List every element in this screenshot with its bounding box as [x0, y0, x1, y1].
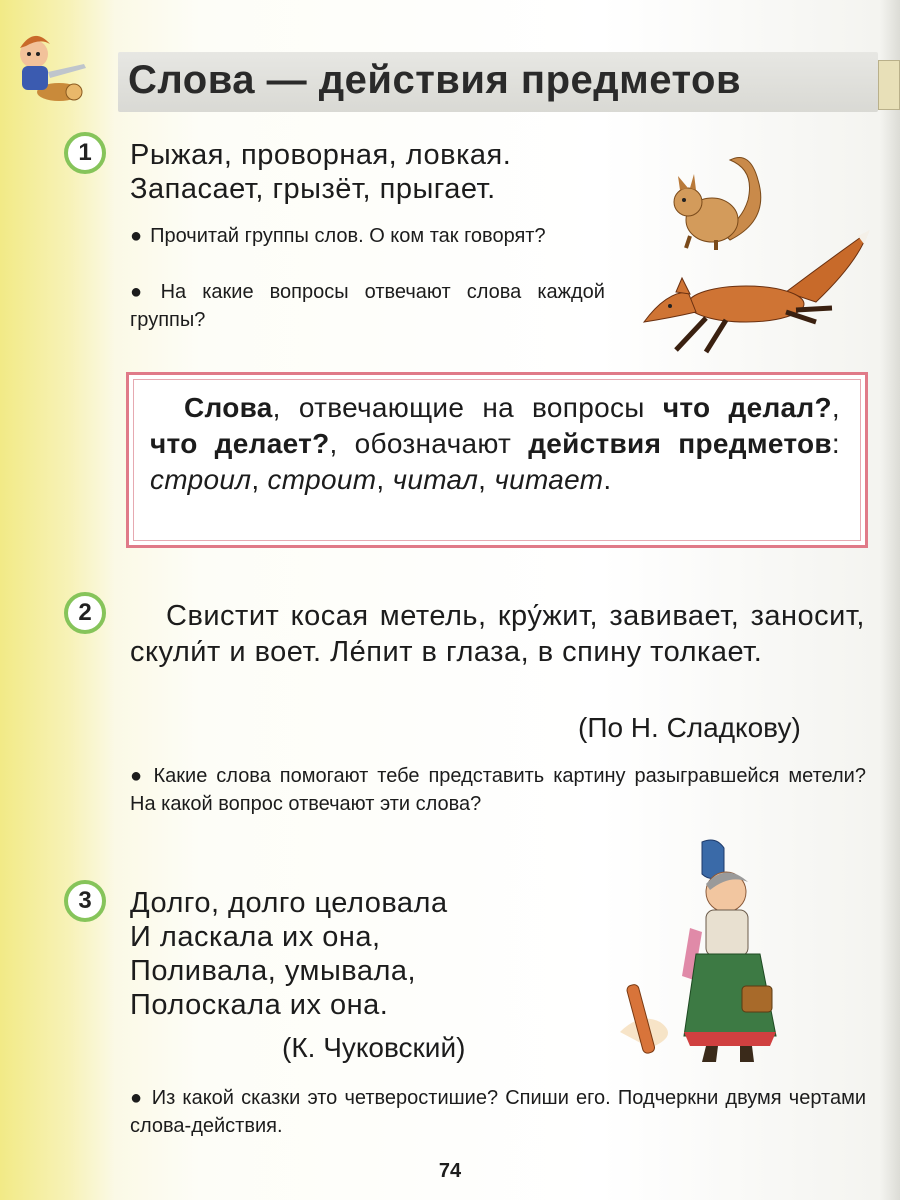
rule-text-part: , обозначают: [329, 428, 529, 459]
fedora-illustration: [610, 836, 790, 1068]
exercise3-question-text: Из какой сказки это четверостишие? Спиши его. Подчеркни двумя чертами слова-действия.: [130, 1087, 866, 1137]
bullet-icon: ●: [130, 281, 153, 303]
exercise2-question: [130, 762, 866, 818]
bullet-icon: ●: [130, 225, 143, 247]
mascot-illustration: [4, 14, 94, 104]
rule-example-3: читал: [392, 464, 479, 495]
rule-example-2: строит: [267, 464, 377, 495]
bullet-icon: ●: [130, 765, 146, 787]
exercise-number-3: 3: [64, 880, 106, 922]
exercise1-text: [130, 138, 511, 206]
rule-term-actions: действия предметов: [528, 428, 832, 459]
rule-text-part: ,: [376, 464, 393, 495]
rule-question-2: что делает?: [150, 428, 330, 459]
page-edge-tab: [878, 60, 900, 110]
rule-term-words: Слова: [184, 392, 273, 423]
poem-line-2: И ласкала их она,: [130, 921, 381, 953]
exercise2-source: (По Н. Сладкову): [578, 712, 801, 743]
rule-text: [150, 390, 840, 498]
rule-example-4: читает: [494, 464, 604, 495]
rule-text-part: , отвечающие на вопросы: [272, 392, 663, 423]
exercise1-question-1-text: Прочитай группы слов. О ком так говорят?: [150, 225, 546, 247]
exercise3-question: [130, 1084, 866, 1140]
bullet-icon: ●: [130, 1087, 144, 1109]
rule-text-part: ,: [251, 464, 268, 495]
exercise-number-1: 1: [64, 132, 106, 174]
exercise2-text: [130, 598, 865, 670]
rule-example-1: строил: [150, 464, 252, 495]
fox-illustration: [636, 222, 872, 358]
page-number: 74: [438, 1160, 462, 1182]
rule-question-1: что делал?: [662, 392, 832, 423]
page-title: Слова — действия предметов: [128, 58, 742, 102]
exercise3-source: (К. Чуковский): [282, 1032, 466, 1063]
rule-text-part: :: [831, 428, 841, 459]
poem-line-3: Поливала, умывала,: [130, 955, 417, 987]
exercise2-question-text: Какие слова помогают тебе представить картину разыгравшейся метели? На какой вопрос отвечают эти слова?: [130, 765, 866, 815]
rule-text-part: ,: [831, 392, 840, 423]
exercise1-question-2-text: На какие вопросы отвечают слова каждой группы?: [130, 281, 605, 331]
poem-line-1: Долго, долго целовала: [130, 887, 448, 919]
exercise3-poem: [130, 886, 448, 1022]
exercise1-line-2: Запасает, грызёт, прыгает.: [130, 173, 496, 205]
rule-text-part: .: [603, 464, 612, 495]
exercise2-paragraph: Свистит косая метель, кру́жит, завивает, заносит, скули́т и воет. Ле́пит в глаза, в спину толкает.: [130, 600, 865, 668]
poem-line-4: Полоскала их она.: [130, 989, 389, 1021]
exercise1-question-2: [130, 278, 605, 334]
exercise1-line-1: Рыжая, проворная, ловкая.: [130, 139, 512, 171]
rule-text-part: ,: [478, 464, 495, 495]
exercise1-question-1: [130, 222, 605, 250]
exercise-number-2: 2: [64, 592, 106, 634]
